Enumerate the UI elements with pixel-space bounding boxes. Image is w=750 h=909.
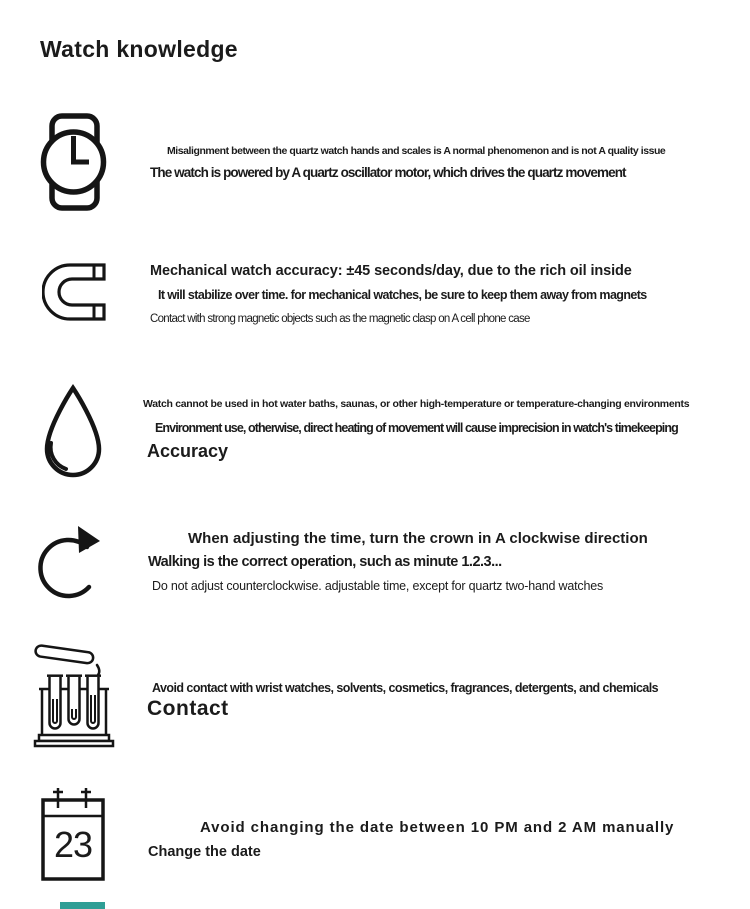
next-section-accent-bar [60, 902, 105, 909]
text-line: Avoid changing the date between 10 PM and 2 AM manually [200, 819, 675, 836]
text-line: Contact with strong magnetic objects such as the magnetic clasp on A cell phone case [150, 313, 530, 325]
clockwise-arrow-icon [36, 522, 110, 610]
text-line: Watch cannot be used in hot water baths, saunas, or other high-temperature or temperature-changing environments [143, 398, 690, 410]
calendar-icon [40, 786, 106, 882]
text-line: Avoid contact with wrist watches, solvents, cosmetics, fragrances, detergents, and chemicals [152, 681, 659, 695]
text-line: Change the date [148, 844, 261, 860]
water-drop-icon [38, 383, 108, 483]
calendar-day-number: 23 [53, 824, 93, 865]
text-line: Do not adjust counterclockwise. adjustable time, except for quartz two-hand watches [152, 579, 604, 593]
text-line: When adjusting the time, turn the crown in A clockwise direction [188, 530, 648, 547]
text-line: Environment use, otherwise, direct heating of movement will cause imprecision in watch's timekeeping [155, 421, 678, 435]
text-line: Misalignment between the quartz watch hands and scales is A normal phenomenon and is not A quality issue [167, 145, 666, 157]
text-line: Walking is the correct operation, such as minute 1.2.3... [148, 554, 502, 570]
section-heading: Contact [147, 697, 229, 720]
test-tubes-icon [33, 641, 115, 751]
text-line: The watch is powered by A quartz oscillator motor, which drives the quartz movement [150, 165, 626, 180]
magnet-icon [42, 262, 106, 322]
page-title: Watch knowledge [40, 36, 238, 62]
text-line: Mechanical watch accuracy: ±45 seconds/day, due to the rich oil inside [150, 263, 632, 279]
wristwatch-icon [40, 110, 108, 212]
text-line: It will stabilize over time. for mechanical watches, be sure to keep them away from magnets [158, 288, 647, 302]
section-heading: Accuracy [147, 441, 229, 461]
